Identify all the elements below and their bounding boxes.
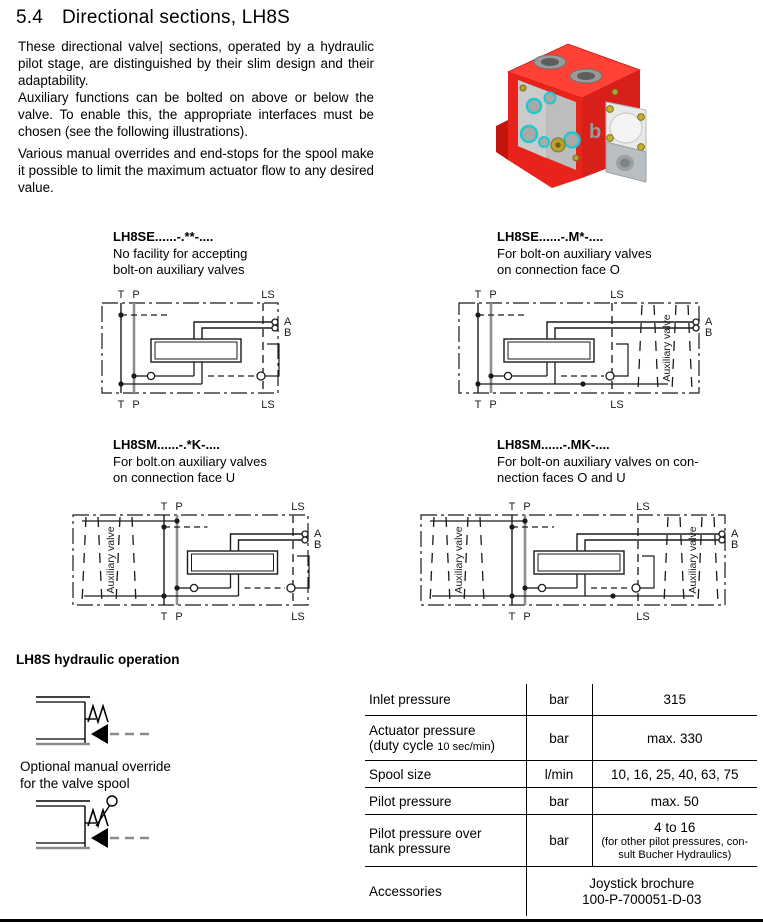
valve-3d-image	[488, 28, 668, 198]
paragraph: Auxiliary functions can be bolted on above or below the valve. To enable this, the appropriate interfaces must be chosen (see the following illustrations).	[18, 89, 374, 139]
spec-table	[365, 684, 757, 916]
caption-line: bolt-on auxiliary valves	[113, 262, 245, 277]
section-number: 5.4	[16, 7, 44, 28]
row-value: max. 50	[592, 788, 757, 815]
paragraph: Various manual overrides and end-stops for the spool make it possible to limit the maximum actuator flow to any desired value.	[18, 146, 374, 196]
intro-text	[18, 39, 374, 197]
row-label-line: Actuator pressure	[369, 723, 476, 738]
svg-text:T: T	[117, 289, 125, 301]
page-title	[16, 7, 290, 29]
caption-line: For bolt-on auxiliary valves on con-	[497, 453, 699, 469]
lower-bore-inner	[620, 159, 630, 168]
model-code: LH8SM......-.*K-....	[113, 437, 220, 452]
accessories-line: 100-P-700051-D-03	[582, 891, 702, 907]
pilot-arrow	[91, 724, 108, 744]
svg-text:T: T	[160, 611, 168, 623]
row-unit: bar	[526, 788, 592, 815]
svg-text:B: B	[731, 539, 739, 551]
valve-foot	[496, 120, 508, 160]
model-code: LH8SM......-.MK-....	[497, 437, 610, 452]
row-value	[592, 815, 757, 867]
svg-text:P: P	[489, 399, 497, 411]
bucher-logo: b	[589, 121, 602, 143]
circuit-diagram-2	[458, 288, 730, 416]
diagram-caption-1	[113, 229, 247, 279]
pilot-arrow	[91, 828, 108, 848]
page-bottom-rule	[0, 919, 763, 922]
manual-override-symbol	[28, 792, 158, 856]
svg-text:T: T	[474, 289, 482, 301]
row-value-main: 4 to 16	[654, 819, 696, 835]
svg-text:P: P	[489, 289, 497, 301]
svg-text:LS: LS	[610, 399, 624, 411]
row-value: 315	[592, 684, 757, 716]
brass-pin	[520, 85, 526, 91]
caption-line: For bolt-on auxiliary valves	[497, 245, 652, 261]
row-label-line: (duty cycle 10 sec/min)	[369, 738, 495, 753]
port-ring	[527, 99, 541, 113]
section-title: Directional sections, LH8S	[62, 7, 291, 28]
circuit-diagram-4	[420, 500, 756, 628]
svg-text:T: T	[117, 399, 125, 411]
row-label	[365, 716, 526, 761]
gold-port-center	[555, 142, 560, 147]
svg-text:A: A	[284, 316, 292, 328]
circuit-diagram-1	[101, 288, 309, 416]
caption-line: No facility for accepting	[113, 245, 248, 261]
svg-text:Auxiliary valve: Auxiliary valve	[687, 526, 699, 594]
svg-text:P: P	[132, 399, 140, 411]
diagram-caption-2	[497, 229, 652, 279]
row-value: 10, 16, 25, 40, 63, 75	[592, 761, 757, 788]
row-unit: bar	[526, 684, 592, 716]
svg-text:B: B	[314, 539, 322, 551]
svg-text:LS: LS	[291, 611, 305, 623]
circuit-diagram-3	[72, 500, 339, 628]
svg-text:P: P	[175, 611, 183, 623]
table-row	[365, 815, 757, 867]
svg-text:T: T	[508, 501, 516, 513]
svg-text:LS: LS	[261, 289, 275, 301]
svg-text:LS: LS	[261, 399, 275, 411]
override-caption	[20, 758, 171, 792]
row-value-note: (for other pilot pressures, con-	[601, 835, 749, 848]
port-ring	[565, 133, 580, 148]
diagram-caption-4	[497, 437, 699, 487]
row-unit: l/min	[526, 761, 592, 788]
accessories-line: Joystick brochure	[589, 875, 695, 891]
svg-text:Auxiliary valve: Auxiliary valve	[661, 314, 673, 382]
svg-text:Auxiliary valve: Auxiliary valve	[453, 526, 465, 594]
svg-text:T: T	[474, 399, 482, 411]
row-label: Pilot pressure	[365, 788, 526, 815]
row-label	[365, 815, 526, 867]
top-bore-inner	[541, 58, 559, 66]
port-ring	[545, 93, 556, 104]
row-value: max. 330	[592, 716, 757, 761]
caption-line: For bolt.on auxiliary valves	[113, 453, 267, 469]
table-row	[365, 788, 757, 815]
svg-text:T: T	[508, 611, 516, 623]
caption-line: on connection face O	[497, 262, 620, 277]
row-value	[526, 867, 757, 917]
port-ring	[521, 126, 537, 142]
brass-pin	[573, 155, 579, 161]
row-unit: bar	[526, 815, 592, 867]
row-label: Inlet pressure	[365, 684, 526, 716]
svg-text:A: A	[705, 316, 713, 328]
row-label: Accessories	[369, 884, 442, 899]
operation-heading: LH8S hydraulic operation	[16, 652, 180, 667]
svg-text:LS: LS	[636, 501, 650, 513]
model-code: LH8SE......-.M*-....	[497, 229, 604, 244]
svg-text:B: B	[284, 327, 292, 339]
caption-line: nection faces O and U	[497, 470, 626, 485]
hydraulic-operation-symbol	[28, 688, 158, 752]
table-row	[365, 684, 757, 716]
svg-text:P: P	[132, 289, 140, 301]
top-bore-inner	[577, 72, 595, 80]
model-code: LH8SE......-.**-....	[113, 229, 214, 244]
row-value-note: sult Bucher Hydraulics)	[618, 848, 732, 861]
row-label-line: tank pressure	[369, 840, 451, 856]
row-label-line: Pilot pressure over	[369, 825, 482, 841]
svg-text:P: P	[523, 501, 531, 513]
row-label: Spool size	[365, 761, 526, 788]
svg-text:P: P	[175, 501, 183, 513]
table-row	[365, 867, 757, 917]
svg-text:A: A	[731, 528, 739, 540]
svg-text:T: T	[160, 501, 168, 513]
table-row	[365, 716, 757, 761]
brass-screw	[607, 106, 614, 113]
svg-text:A: A	[314, 528, 322, 540]
paragraph: These directional valve| sections, operated by a hydraulic pilot stage, are distinguished by their slim design and their adaptability.	[18, 39, 374, 88]
brass-nipple	[612, 89, 618, 95]
caption-line: Optional manual override	[20, 759, 171, 774]
svg-text:Auxiliary valve: Auxiliary valve	[105, 526, 117, 594]
brass-screw	[638, 144, 645, 151]
override-knob	[107, 796, 117, 806]
table-row	[365, 761, 757, 788]
caption-line: on connection face U	[113, 470, 236, 485]
svg-text:LS: LS	[610, 289, 624, 301]
svg-text:P: P	[523, 611, 531, 623]
brass-screw	[638, 114, 645, 121]
row-unit: bar	[526, 716, 592, 761]
svg-text:LS: LS	[636, 611, 650, 623]
port-ring	[539, 137, 549, 147]
diagram-caption-3	[113, 437, 267, 487]
svg-text:B: B	[705, 327, 713, 339]
svg-text:LS: LS	[291, 501, 305, 513]
caption-line: for the valve spool	[20, 776, 130, 791]
brass-screw	[607, 135, 614, 142]
